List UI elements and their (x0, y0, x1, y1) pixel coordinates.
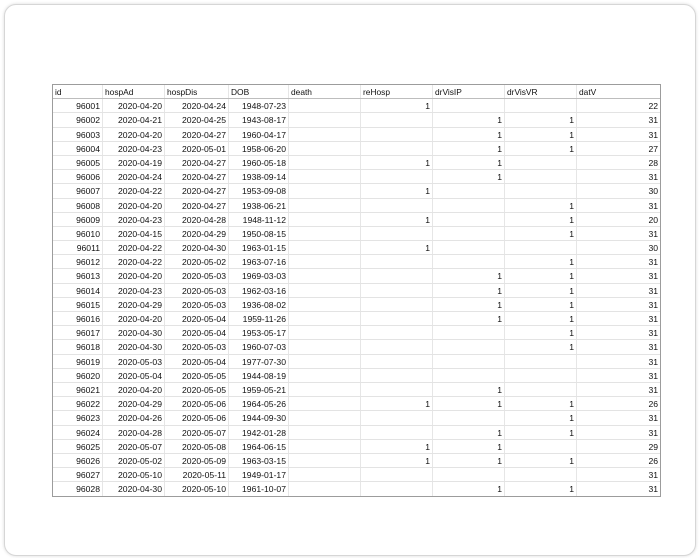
table-row (53, 298, 660, 312)
table-cell-datv: 31 (648, 285, 658, 296)
table-cell-id: 96005 (53, 156, 103, 169)
table-cell-death (289, 241, 361, 254)
table-cell-hospad: 2020-04-20 (103, 383, 165, 396)
table-cell-rehosp: 1 (361, 440, 433, 453)
table-row (53, 355, 660, 369)
table-cell-datv: 29 (648, 441, 658, 452)
table-cell-rehosp (361, 468, 433, 481)
table-cell-hospdis: 2020-05-06 (165, 397, 229, 410)
table-cell-drvisvr (505, 241, 577, 254)
table-cell-drvisip (433, 241, 505, 254)
table-cell-dob: 1943-08-17 (229, 113, 289, 126)
table-cell-id: 96027 (53, 468, 103, 481)
table-cell-drvisip (433, 227, 505, 240)
table-cell-datv: 26 (648, 455, 658, 466)
table-cell-hospad: 2020-04-20 (103, 312, 165, 325)
table-cell-drvisip (433, 99, 505, 112)
table-cell-id: 96001 (53, 99, 103, 112)
table-cell-dob: 1938-09-14 (229, 170, 289, 183)
table-cell-datv: 26 (648, 399, 658, 410)
table-cell-death (289, 184, 361, 197)
table-row (53, 397, 660, 411)
table-cell-death (289, 312, 361, 325)
table-cell-dob: 1959-11-26 (229, 312, 289, 325)
table-cell-id: 96002 (53, 113, 103, 126)
table-cell-dob: 1948-11-12 (229, 213, 289, 226)
table-cell-death (289, 383, 361, 396)
table-cell-drvisip: 1 (433, 383, 505, 396)
table-cell-hospad: 2020-04-29 (103, 298, 165, 311)
table-cell-drvisip: 1 (433, 426, 505, 439)
table-cell-rehosp: 1 (361, 99, 433, 112)
table-cell-drvisip (433, 326, 505, 339)
table-cell-id: 96014 (53, 284, 103, 297)
table-cell-datv: 31 (648, 257, 658, 268)
table-row (53, 128, 660, 142)
table-cell-drvisvr: 1 (505, 213, 577, 226)
table-cell-hospad: 2020-04-30 (103, 326, 165, 339)
column-header-dob: DOB (229, 85, 289, 98)
table-row (53, 170, 660, 184)
table-row (53, 440, 660, 454)
table-cell-datv: 22 (648, 101, 658, 112)
table-cell-id: 96006 (53, 170, 103, 183)
table-cell-rehosp (361, 312, 433, 325)
table-cell-death (289, 269, 361, 282)
table-row (53, 99, 660, 113)
table-cell-hospdis: 2020-05-05 (165, 369, 229, 382)
table-cell-hospad: 2020-04-24 (103, 170, 165, 183)
table-cell-death (289, 213, 361, 226)
table-cell-datv: 27 (648, 143, 658, 154)
table-cell-dob: 1960-05-18 (229, 156, 289, 169)
table-cell-drvisip: 1 (433, 269, 505, 282)
table-cell-id: 96016 (53, 312, 103, 325)
table-cell-dob: 1964-05-26 (229, 397, 289, 410)
table-cell-rehosp: 1 (361, 241, 433, 254)
column-header-id: id (53, 85, 103, 98)
table-cell-hospad: 2020-05-03 (103, 355, 165, 368)
table-cell-drvisvr: 1 (505, 269, 577, 282)
table-row (53, 213, 660, 227)
table-cell-rehosp (361, 355, 433, 368)
table-cell-drvisvr: 1 (505, 482, 577, 496)
table-row (53, 113, 660, 127)
table-cell-drvisip: 1 (433, 312, 505, 325)
table-cell-rehosp: 1 (361, 156, 433, 169)
table-cell-hospdis: 2020-05-04 (165, 312, 229, 325)
table-cell-rehosp: 1 (361, 213, 433, 226)
table-cell-hospdis: 2020-05-11 (165, 468, 229, 481)
table-cell-drvisip: 1 (433, 156, 505, 169)
table-cell-datv: 31 (648, 342, 658, 353)
table-cell-hospad: 2020-04-20 (103, 199, 165, 212)
table-cell-id: 96022 (53, 397, 103, 410)
table-cell-id: 96008 (53, 199, 103, 212)
table-cell-dob: 1959-05-21 (229, 383, 289, 396)
table-cell-hospad: 2020-04-22 (103, 255, 165, 268)
table-cell-rehosp (361, 284, 433, 297)
table-cell-datv: 31 (648, 172, 658, 183)
table-cell-hospdis: 2020-05-10 (165, 482, 229, 496)
table-cell-hospad: 2020-04-15 (103, 227, 165, 240)
table-cell-drvisvr (505, 156, 577, 169)
table-row (53, 269, 660, 283)
table-cell-rehosp (361, 255, 433, 268)
table-cell-hospad: 2020-04-26 (103, 411, 165, 424)
table-cell-dob: 1948-07-23 (229, 99, 289, 112)
table-cell-datv: 31 (648, 384, 658, 395)
table-cell-rehosp (361, 227, 433, 240)
table-cell-rehosp (361, 482, 433, 496)
table-row (53, 340, 660, 354)
table-cell-id: 96019 (53, 355, 103, 368)
table-cell-death (289, 369, 361, 382)
table-cell-drvisvr: 1 (505, 284, 577, 297)
table-row (53, 255, 660, 269)
table-cell-drvisip: 1 (433, 482, 505, 496)
table-cell-datv: 31 (648, 271, 658, 282)
table-cell-dob: 1936-08-02 (229, 298, 289, 311)
table-cell-datv: 31 (648, 129, 658, 140)
table-row (53, 284, 660, 298)
table-cell-drvisvr (505, 184, 577, 197)
table-cell-drvisvr: 1 (505, 142, 577, 155)
table-cell-rehosp (361, 340, 433, 353)
table-cell-drvisvr: 1 (505, 340, 577, 353)
table-cell-hospdis: 2020-05-03 (165, 269, 229, 282)
table-cell-drvisip: 1 (433, 454, 505, 467)
table-cell-id: 96017 (53, 326, 103, 339)
table-cell-hospdis: 2020-05-06 (165, 411, 229, 424)
table-cell-death (289, 397, 361, 410)
table-cell-drvisip (433, 184, 505, 197)
table-row (53, 156, 660, 170)
table-cell-dob: 1944-09-30 (229, 411, 289, 424)
table-cell-drvisvr: 1 (505, 326, 577, 339)
table-cell-death (289, 355, 361, 368)
table-cell-rehosp (361, 170, 433, 183)
table-cell-drvisvr (505, 99, 577, 112)
table-cell-dob: 1969-03-03 (229, 269, 289, 282)
table-cell-rehosp (361, 269, 433, 282)
table-cell-datv: 31 (648, 356, 658, 367)
table-cell-id: 96026 (53, 454, 103, 467)
table-row (53, 468, 660, 482)
table-cell-death (289, 298, 361, 311)
table-cell-death (289, 440, 361, 453)
table-row (53, 369, 660, 383)
table-cell-drvisvr: 1 (505, 128, 577, 141)
column-header-datv: datV (579, 87, 597, 97)
table-cell-rehosp (361, 369, 433, 382)
table-cell-datv: 31 (648, 200, 658, 211)
table-row (53, 383, 660, 397)
table-cell-hospdis: 2020-04-27 (165, 199, 229, 212)
table-cell-hospad: 2020-04-30 (103, 340, 165, 353)
table-cell-rehosp: 1 (361, 397, 433, 410)
table-cell-id: 96018 (53, 340, 103, 353)
table-cell-rehosp (361, 426, 433, 439)
table-cell-hospdis: 2020-05-04 (165, 355, 229, 368)
table-cell-hospdis: 2020-05-08 (165, 440, 229, 453)
table-cell-rehosp (361, 298, 433, 311)
table-cell-hospdis: 2020-04-30 (165, 241, 229, 254)
table-cell-datv: 30 (648, 186, 658, 197)
table-cell-death (289, 255, 361, 268)
table-cell-id: 96021 (53, 383, 103, 396)
table-cell-drvisvr (505, 369, 577, 382)
table-cell-death (289, 156, 361, 169)
table-cell-hospad: 2020-05-10 (103, 468, 165, 481)
table-cell-dob: 1953-05-17 (229, 326, 289, 339)
table-cell-death (289, 468, 361, 481)
table-cell-id: 96007 (53, 184, 103, 197)
table-cell-drvisvr (505, 468, 577, 481)
table-cell-dob: 1953-09-08 (229, 184, 289, 197)
table-cell-drvisvr: 1 (505, 312, 577, 325)
table-cell-hospad: 2020-04-20 (103, 99, 165, 112)
table-cell-drvisvr: 1 (505, 454, 577, 467)
table-cell-id: 96012 (53, 255, 103, 268)
table-row (53, 426, 660, 440)
table-cell-death (289, 227, 361, 240)
table-cell-hospad: 2020-04-20 (103, 128, 165, 141)
table-row (53, 184, 660, 198)
table-cell-rehosp (361, 383, 433, 396)
table-cell-death (289, 199, 361, 212)
table-cell-datv: 20 (648, 214, 658, 225)
table-cell-rehosp (361, 326, 433, 339)
table-cell-death (289, 128, 361, 141)
table-cell-datv: 28 (648, 157, 658, 168)
table-cell-datv: 31 (648, 299, 658, 310)
table-cell-dob: 1962-03-16 (229, 284, 289, 297)
table-cell-hospad: 2020-04-19 (103, 156, 165, 169)
table-cell-death (289, 113, 361, 126)
table-cell-death (289, 454, 361, 467)
table-cell-dob: 1938-06-21 (229, 199, 289, 212)
table-cell-drvisvr: 1 (505, 397, 577, 410)
table-cell-drvisip (433, 355, 505, 368)
table-row (53, 142, 660, 156)
table-cell-datv: 31 (648, 470, 658, 481)
table-cell-drvisvr (505, 170, 577, 183)
table-cell-drvisip (433, 411, 505, 424)
table-cell-drvisvr: 1 (505, 113, 577, 126)
table-cell-rehosp (361, 142, 433, 155)
table-cell-drvisip: 1 (433, 170, 505, 183)
spreadsheet-table (52, 84, 661, 497)
table-cell-drvisvr: 1 (505, 426, 577, 439)
screenshot-frame (4, 4, 696, 556)
table-cell-hospad: 2020-04-23 (103, 284, 165, 297)
table-cell-death (289, 482, 361, 496)
table-cell-hospad: 2020-04-20 (103, 269, 165, 282)
table-cell-death (289, 426, 361, 439)
table-cell-datv: 31 (648, 314, 658, 324)
table-cell-id: 96011 (53, 241, 103, 254)
table-cell-datv: 31 (648, 228, 658, 239)
table-cell-dob: 1949-01-17 (229, 468, 289, 481)
table-cell-drvisvr (505, 440, 577, 453)
table-cell-death (289, 99, 361, 112)
table-cell-drvisvr: 1 (505, 255, 577, 268)
table-cell-dob: 1960-04-17 (229, 128, 289, 141)
table-cell-drvisvr (505, 383, 577, 396)
table-cell-hospdis: 2020-04-29 (165, 227, 229, 240)
table-cell-dob: 1963-07-16 (229, 255, 289, 268)
table-row (53, 454, 660, 468)
table-cell-hospdis: 2020-05-03 (165, 298, 229, 311)
table-cell-hospdis: 2020-04-27 (165, 184, 229, 197)
table-cell-id: 96020 (53, 369, 103, 382)
table-cell-drvisip: 1 (433, 113, 505, 126)
column-header-hospad: hospAd (103, 85, 165, 98)
table-cell-drvisip: 1 (433, 440, 505, 453)
table-cell-hospdis: 2020-04-25 (165, 113, 229, 126)
table-cell-drvisip: 1 (433, 284, 505, 297)
table-cell-death (289, 170, 361, 183)
table-cell-hospdis: 2020-04-27 (165, 170, 229, 183)
table-cell-hospad: 2020-05-04 (103, 369, 165, 382)
column-header-rehosp: reHosp (361, 85, 433, 98)
table-cell-rehosp: 1 (361, 184, 433, 197)
table-cell-hospad: 2020-04-30 (103, 482, 165, 496)
table-row (53, 241, 660, 255)
table-cell-drvisip (433, 255, 505, 268)
table-cell-hospad: 2020-04-23 (103, 142, 165, 155)
table-cell-hospad: 2020-05-07 (103, 440, 165, 453)
table-cell-drvisip (433, 213, 505, 226)
table-header-row (53, 85, 660, 99)
table-cell-hospad: 2020-04-22 (103, 184, 165, 197)
table-cell-death (289, 326, 361, 339)
table-cell-drvisvr: 1 (505, 199, 577, 212)
table-cell-death (289, 340, 361, 353)
table-cell-datv: 31 (648, 427, 658, 438)
table-cell-dob: 1964-06-15 (229, 440, 289, 453)
table-cell-rehosp (361, 411, 433, 424)
table-cell-dob: 1977-07-30 (229, 355, 289, 368)
column-header-hospdis: hospDis (165, 85, 229, 98)
table-cell-hospdis: 2020-04-27 (165, 156, 229, 169)
table-cell-death (289, 411, 361, 424)
table-cell-hospad: 2020-04-22 (103, 241, 165, 254)
table-cell-rehosp (361, 113, 433, 126)
table-cell-datv: 31 (648, 484, 658, 495)
table-cell-hospad: 2020-04-23 (103, 213, 165, 226)
table-cell-dob: 1960-07-03 (229, 340, 289, 353)
table-cell-dob: 1963-03-15 (229, 454, 289, 467)
table-cell-datv: 30 (648, 243, 658, 254)
table-cell-drvisvr: 1 (505, 227, 577, 240)
table-cell-hospdis: 2020-04-27 (165, 128, 229, 141)
table-cell-drvisip: 1 (433, 397, 505, 410)
column-header-death: death (289, 85, 361, 98)
table-cell-hospad: 2020-04-28 (103, 426, 165, 439)
table-cell-hospad: 2020-04-29 (103, 397, 165, 410)
table-cell-drvisip: 1 (433, 142, 505, 155)
table-cell-drvisip (433, 340, 505, 353)
table-row (53, 411, 660, 425)
table-cell-hospdis: 2020-05-07 (165, 426, 229, 439)
table-cell-death (289, 142, 361, 155)
table-cell-drvisip (433, 199, 505, 212)
table-cell-drvisvr: 1 (505, 298, 577, 311)
table-cell-hospdis: 2020-05-05 (165, 383, 229, 396)
table-cell-id: 96003 (53, 128, 103, 141)
table-cell-id: 96004 (53, 142, 103, 155)
table-row (53, 199, 660, 213)
table-cell-drvisvr (505, 355, 577, 368)
table-cell-drvisip: 1 (433, 298, 505, 311)
table-cell-hospdis: 2020-05-02 (165, 255, 229, 268)
table-cell-hospad: 2020-04-21 (103, 113, 165, 126)
table-cell-dob: 1961-10-07 (229, 482, 289, 496)
table-cell-hospdis: 2020-05-03 (165, 340, 229, 353)
table-cell-hospdis: 2020-05-01 (165, 142, 229, 155)
table-cell-hospad: 2020-05-02 (103, 454, 165, 467)
table-cell-drvisip: 1 (433, 128, 505, 141)
table-cell-id: 96023 (53, 411, 103, 424)
table-row (53, 312, 660, 326)
table-row (53, 482, 660, 496)
table-cell-drvisip (433, 369, 505, 382)
table-cell-death (289, 284, 361, 297)
table-cell-id: 96024 (53, 426, 103, 439)
table-cell-hospdis: 2020-04-28 (165, 213, 229, 226)
table-cell-hospdis: 2020-05-04 (165, 326, 229, 339)
table-cell-datv: 31 (648, 115, 658, 126)
table-cell-id: 96013 (53, 269, 103, 282)
table-cell-rehosp: 1 (361, 454, 433, 467)
column-header-drvisip: drVisIP (433, 85, 505, 98)
table-cell-hospdis: 2020-04-24 (165, 99, 229, 112)
table-row (53, 326, 660, 340)
table-cell-dob: 1950-08-15 (229, 227, 289, 240)
table-cell-datv: 31 (648, 413, 658, 424)
table-cell-dob: 1963-01-15 (229, 241, 289, 254)
table-cell-hospdis: 2020-05-03 (165, 284, 229, 297)
table-cell-id: 96028 (53, 482, 103, 496)
table-cell-id: 96025 (53, 440, 103, 453)
table-cell-hospdis: 2020-05-09 (165, 454, 229, 467)
column-header-drvisvr: drVisVR (505, 85, 577, 98)
table-cell-id: 96010 (53, 227, 103, 240)
table-cell-drvisvr: 1 (505, 411, 577, 424)
table-row (53, 227, 660, 241)
table-cell-datv: 31 (648, 328, 658, 339)
table-cell-dob: 1958-06-20 (229, 142, 289, 155)
table-cell-dob: 1942-01-28 (229, 426, 289, 439)
table-cell-id: 96015 (53, 298, 103, 311)
table-cell-dob: 1944-08-19 (229, 369, 289, 382)
table-cell-drvisip (433, 468, 505, 481)
table-cell-datv: 31 (648, 370, 658, 381)
table-cell-rehosp (361, 199, 433, 212)
table-cell-id: 96009 (53, 213, 103, 226)
table-cell-rehosp (361, 128, 433, 141)
